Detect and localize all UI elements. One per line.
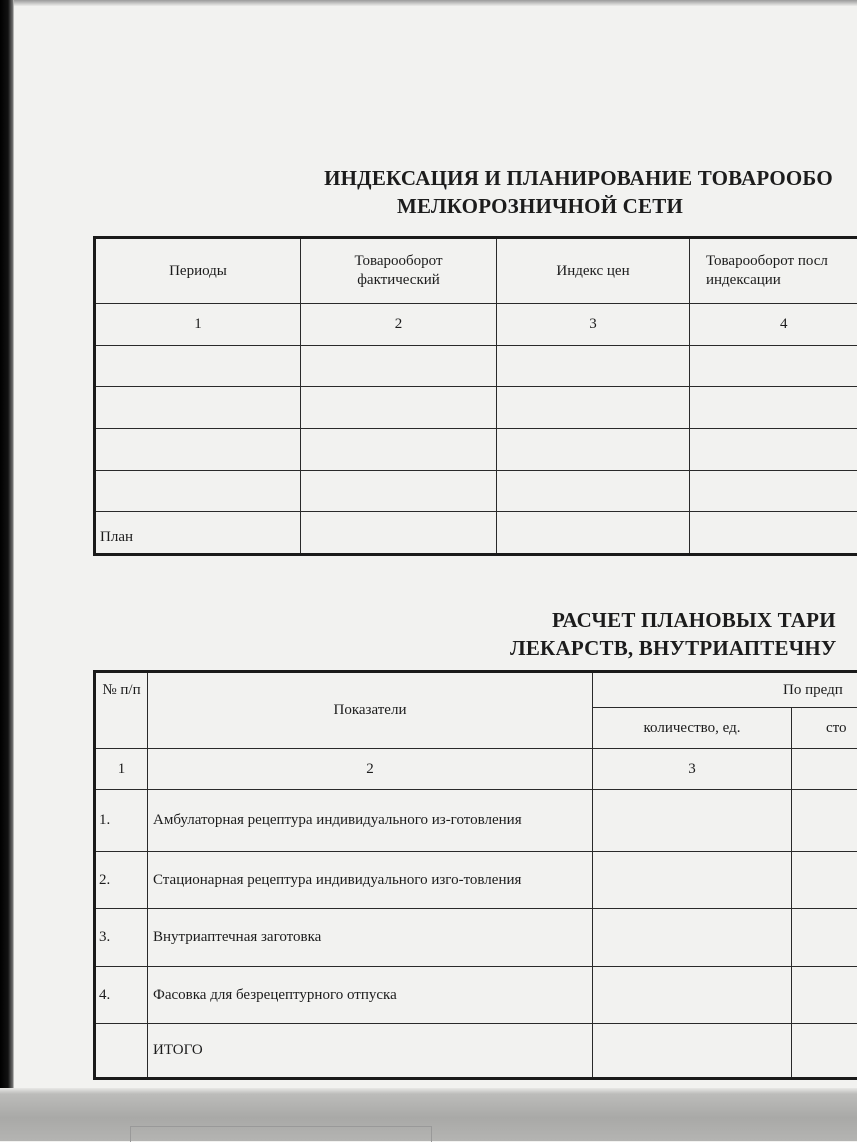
section2-title-line1: РАСЧЕТ ПЛАНОВЫХ ТАРИ [552,606,857,634]
section1-title-line1: ИНДЕКСАЦИЯ И ПЛАНИРОВАНИЕ ТОВАРООБО [300,164,857,192]
period-cell [95,471,301,512]
table-cell [593,1024,792,1079]
table-cell [497,429,690,471]
table-cell [690,429,857,471]
table-cell [301,346,497,387]
col-header-cost: сто [792,708,857,749]
indicator-label: Фасовка для безрецептурного отпуска [148,967,593,1024]
col-number [792,749,857,790]
table-cell [792,967,857,1024]
indexation-header-row [95,238,857,304]
col-number: 2 [301,304,497,346]
tariff-table [93,670,857,1080]
table-cell [792,1024,857,1079]
col-header-quantity: количество, ед. [593,708,792,749]
row-number: 2. [95,852,148,909]
col-number: 2 [148,749,593,790]
table-cell [301,471,497,512]
row-number: 4. [95,967,148,1024]
col-header-number: № п/п [95,672,148,749]
tariff-colnum-row [95,749,857,790]
indexation-colnum-row [95,304,857,346]
indicator-label: Стационарная рецептура индивидуального изго-товления [148,852,593,909]
col-header-by-enterprise: По предп [593,672,857,708]
table-cell [792,909,857,967]
table-cell [593,852,792,909]
table-row [95,909,857,967]
indexation-row [95,429,857,471]
section1-title-line2: МЕЛКОРОЗНИЧНОЙ СЕТИ [300,192,780,220]
table-cell [690,471,857,512]
scan-left-edge [0,0,14,1141]
indexation-table [93,236,857,556]
table-cell [301,512,497,555]
table-cell [792,852,857,909]
indexation-plan-row [95,512,857,555]
row-number [95,1024,148,1079]
table-cell [497,346,690,387]
table-cell [690,512,857,555]
table-cell [593,909,792,967]
indicator-label: Внутриаптечная заготовка [148,909,593,967]
col-number: 1 [95,749,148,790]
indicator-label: Амбулаторная рецептура индивидуального из-готовления [148,790,593,852]
table-row [95,790,857,852]
scan-bottom-edge [0,1088,857,1141]
table-cell [593,790,792,852]
scan-top-edge [0,0,857,6]
col-header-price-index: Индекс цен [497,238,690,304]
indexation-row [95,387,857,429]
col-number: 4 [690,304,857,346]
period-cell [95,429,301,471]
table-row [95,852,857,909]
table-cell [497,471,690,512]
table-row [95,967,857,1024]
table-cell [497,512,690,555]
table-cell [690,346,857,387]
period-cell-plan: План [95,512,301,555]
indicator-label-total: ИТОГО [148,1024,593,1079]
period-cell [95,387,301,429]
indexation-row [95,346,857,387]
period-cell [95,346,301,387]
row-number: 1. [95,790,148,852]
col-header-periods: Периоды [95,238,301,304]
col-number: 3 [593,749,792,790]
col-header-indicators: Показатели [148,672,593,749]
table-cell [301,387,497,429]
table-row-total [95,1024,857,1079]
row-number: 3. [95,909,148,967]
table-cell [690,387,857,429]
section2-title-line2: ЛЕКАРСТВ, ВНУТРИАПТЕЧНУ [510,634,857,662]
col-header-turnover-indexed: Товарооборот посл индексации [690,238,857,304]
scan-ghost-border [130,1126,432,1142]
indexation-row [95,471,857,512]
table-cell [497,387,690,429]
table-cell [792,790,857,852]
table-cell [593,967,792,1024]
col-number: 1 [95,304,301,346]
col-number: 3 [497,304,690,346]
tariff-header-row [95,672,857,708]
col-header-turnover-actual: Товарооборот фактический [301,238,497,304]
table-cell [301,429,497,471]
